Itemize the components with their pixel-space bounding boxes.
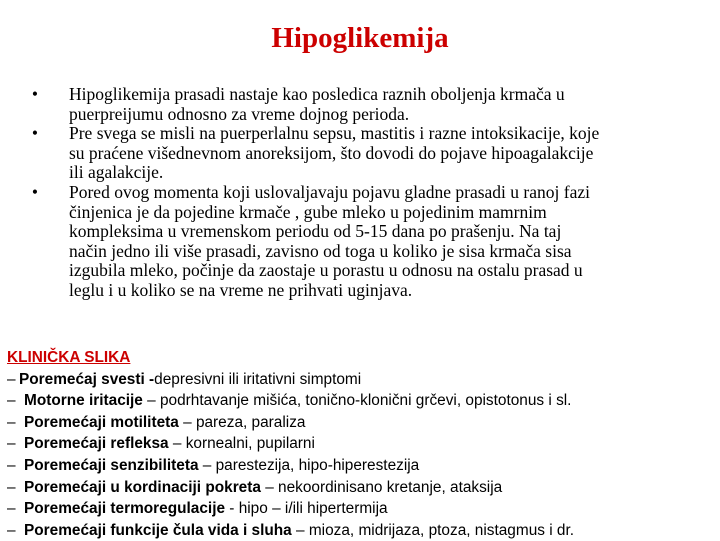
bullet-line: ili agalakcije. [69,162,164,183]
clinical-term: Poremećaji u kordinaciji pokreta [24,478,261,496]
clinical-item [7,520,712,541]
clinical-desc: – kornealni, pupilarni [168,435,315,453]
bullet-dot-icon: • [31,84,39,104]
bullet-item [28,124,688,183]
dash-icon: – [7,456,16,474]
bullet-line: Pored ovog momenta koji uslovaljavaju pojavu gladne prasadi u ranoj fazi [69,181,590,202]
dash-icon: – [7,478,16,496]
dash-icon: – [7,370,16,388]
bullet-line: izgubila mleko, počinje da zaostaje u porastu u odnosu na ostalu prasad u [69,260,583,281]
clinical-section [7,347,712,541]
bullet-line: Hipoglikemija prasadi nastaje kao posledica raznih oboljenja krmača u [69,84,565,104]
clinical-desc: – podrhtavanje mišića, tonično-klonični grčevi, opistotonus i sl. [142,392,572,410]
slide-title: Hipoglikemija [271,22,449,54]
clinical-item [7,369,712,391]
clinical-item [7,390,712,412]
clinical-item [7,477,712,499]
dash-icon: – [7,413,16,431]
bullet-line: način jedno ili više prasadi, zavisno od toga u koliko je sisa krmača sisa [69,240,572,261]
bullet-dot-icon: • [31,181,39,202]
bullet-line: Pre svega se misli na puerperlalnu sepsu, mastitis i razne intoksikacije, koje [69,123,600,144]
clinical-heading: KLINIČKA SLIKA [7,349,131,366]
bullet-item [28,85,688,124]
bullet-list [28,85,688,301]
clinical-desc: - hipo – i/ili hipertermija [225,500,388,518]
bullet-item [28,183,688,301]
bullet-line: leglu i u koliko se na vreme ne prihvati uginjava. [69,279,413,300]
clinical-desc: – pareza, paraliza [178,413,306,431]
clinical-item [7,455,712,477]
dash-icon: – [7,521,16,539]
dash-icon: – [7,435,16,453]
bullet-line: puerpreijumu odnosno za vreme dojnog perioda. [69,103,410,124]
clinical-term: Poremećaji motiliteta [24,413,179,431]
clinical-term: Poremećaji senzibiliteta [24,456,199,474]
clinical-desc: – nekoordinisano kretanje, ataksija [260,478,503,496]
clinical-desc: depresivni ili iritativni simptomi [154,370,362,388]
clinical-item [7,498,712,520]
clinical-item [7,433,712,455]
bullet-dot-icon: • [31,123,39,144]
clinical-term: Poremećaji termoregulacije [24,500,226,518]
clinical-term: Poremećaj svesti - [19,370,155,388]
bullet-line: kompleksima u vremenskom periodu od 5-15 dana po prašenju. Na taj [69,221,562,242]
clinical-term: Poremećaji refleksa [24,435,169,453]
clinical-desc: – parestezija, hipo-hiperestezija [198,456,420,474]
clinical-desc: – mioza, midrijaza, ptoza, nistagmus i dr. [291,521,575,539]
clinical-term: Poremećaji funkcije čula vida i sluha [24,521,292,539]
bullet-line: su praćene višednevnom anoreksijom, što dovodi do pojave hipoagalakcije [69,142,594,163]
dash-icon: – [7,500,16,518]
clinical-term: Motorne iritacije [24,392,143,410]
bullet-line: činjenica je da pojedine krmače , gube mleko u pojedinim mamrnim [69,201,547,222]
dash-icon: – [7,392,16,410]
clinical-item [7,412,712,434]
